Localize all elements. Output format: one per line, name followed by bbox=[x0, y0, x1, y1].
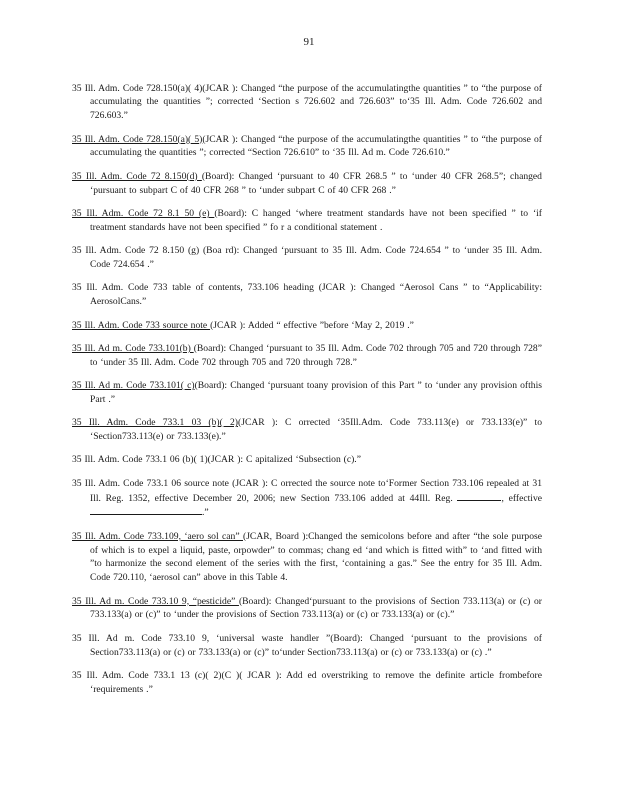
entry-text: (Board): Changed ‘pursuant to 40 CFR 268.5 ” to ‘under 40 CFR 268.5”; changed ‘pursuant to subpart C of 40 CFR 268 ” to ‘under subpart C of 40 CFR 268 .” bbox=[90, 170, 542, 196]
blank-register-page bbox=[457, 491, 501, 501]
list-item bbox=[72, 379, 542, 407]
entry-text: (Board): C hanged ‘where treatment standards have not been specified ” to ‘if treatment standards have not been specified ” fo r a conditional statement . bbox=[90, 207, 542, 233]
list-item bbox=[72, 477, 542, 520]
entry-text-mid: , effective bbox=[501, 492, 542, 504]
entry-text: (Board): Changed‘pursuant to the provisions of Section 733.113(a) or (c) or 733.133(a) or (c)” to ‘under the provisions of Section 733.113(a) or (c) or 733.133(a) or (c).” bbox=[90, 595, 542, 621]
entry-citation: 35 Ill. Adm. Code 72 8.150(d) bbox=[72, 170, 202, 182]
entry-text: 35 Ill. Ad m. Code 733.10 9, ‘universal waste handler ”(Board): Changed ‘pursuant to the provisions of Section733.113(a) or (c) or 733.133(a) or (c)” to‘under Section733.113(a) or (c) or 733.133(a) or (c) .” bbox=[72, 632, 542, 658]
list-item bbox=[72, 281, 542, 309]
entry-citation: 35 Ill. Ad m. Code 733.101(b) bbox=[72, 342, 194, 354]
entry-text: 35 Ill. Adm. Code 728.150(a)( 4)(JCAR ): Changed “the purpose of the accumulatingthe quantities ” to “the purpose of accumulating the quantities ”; corrected ‘Section s 726.602 and 726.603” to‘35 Ill. Adm. Code 726.602 and 726.603.” bbox=[72, 82, 542, 122]
entry-list bbox=[72, 72, 542, 697]
entry-text: (Board): Changed ‘pursuant to 35 Ill. Adm. Code 702 through 705 and 720 through 728” to ‘under 35 Ill. Adm. Code 702 through 705 and 720 through 728.” bbox=[90, 342, 542, 368]
list-item bbox=[72, 319, 542, 333]
list-item bbox=[72, 632, 542, 660]
entry-citation: 35 Ill. Ad m. Code 733.10 9, “pesticide” bbox=[72, 595, 239, 607]
entry-text: (JCAR ): Changed “the purpose of the accumulatingthe quantities ” to “the purpose of accumulating the quantities ”; corrected “Section 726.610” to ‘35 Ill. Ad m. Code 726.610.” bbox=[90, 133, 542, 159]
list-item bbox=[72, 207, 542, 235]
entry-citation: 35 Ill. Adm. Code 733.1 03 (b)( 2) bbox=[72, 417, 239, 429]
list-item bbox=[72, 595, 542, 623]
entry-text: 35 Ill. Adm. Code 733 table of contents, 733.106 heading (JCAR ): Changed “Aerosol Cans ” to “Applicability: AerosolCans.” bbox=[72, 282, 542, 308]
entry-text: 35 Ill. Adm. Code 733.1 13 (c)( 2)(C )( JCAR ): Add ed overstriking to remove the definite article frombefore ‘requirements .” bbox=[72, 670, 542, 695]
entry-text: (Board): Changed ‘pursuant toany provision of this Part ” to ‘under any provision ofthis Part .” bbox=[90, 380, 542, 405]
list-item bbox=[72, 530, 542, 585]
list-item bbox=[72, 416, 542, 444]
list-item bbox=[72, 342, 542, 370]
list-item bbox=[72, 82, 542, 123]
page-number: 91 bbox=[303, 36, 315, 48]
list-item bbox=[72, 244, 542, 272]
list-item bbox=[72, 133, 542, 161]
blank-effective-date bbox=[90, 505, 202, 515]
entry-citation: 35 Ill. Ad m. Code 733.101( c) bbox=[72, 380, 195, 392]
entry-text: 35 Ill. Adm. Code 733.1 06 (b)( 1)(JCAR ): C apitalized ‘Subsection (c).” bbox=[72, 454, 361, 466]
entry-citation: 35 Ill. Adm. Code 72 8.1 50 (e) bbox=[72, 207, 215, 219]
list-item bbox=[72, 669, 542, 697]
entry-text: (JCAR ): Added “ effective ”before ‘May 2, 2019 .” bbox=[210, 319, 414, 331]
entry-text: 35 Ill. Adm. Code 733.1 06 source note (JCAR ): C orrected the source note to‘Former Section 733.106 repealed at 31 Ill. Reg. 1352, effective December 20, 2006; new Section 733.106 added at 44Ill. Reg. bbox=[72, 477, 542, 504]
entry-citation: 35 Ill. Adm. Code 733.109, ‘aero sol can” bbox=[72, 530, 243, 542]
list-item bbox=[72, 453, 542, 467]
entry-text: (JCAR ): C orrected ‘35Ill.Adm. Code 733.113(e) or 733.133(e)” to ‘Section733.113(e) or 733.133(e).” bbox=[90, 417, 543, 443]
entry-citation: 35 Ill. Adm. Code 728.150(a)( 5) bbox=[72, 133, 203, 145]
list-item bbox=[72, 170, 542, 198]
entry-text: 35 Ill. Adm. Code 72 8.150 (g) (Boa rd): Changed ‘pursuant to 35 Ill. Adm. Code 724.654 ” to ‘under 35 Ill. Adm. Code 724.654 .” bbox=[72, 245, 542, 270]
entry-text: (JCAR, Board ):Changed the semicolons before and after “the sole purpose of which is to expel a liquid, paste, orpowder” to commas; chang ed ‘and which is fitted with” to ‘and fitted with ”to harmonize the second element of the series with the first, ‘containing a gas.” See the entry for 35 Ill. Adm. Code 720.110, ‘aerosol can” above in this Table 4. bbox=[90, 530, 542, 584]
entry-citation: 35 Ill. Adm. Code 733 source note bbox=[72, 319, 211, 331]
entry-text-end: .” bbox=[202, 507, 209, 519]
